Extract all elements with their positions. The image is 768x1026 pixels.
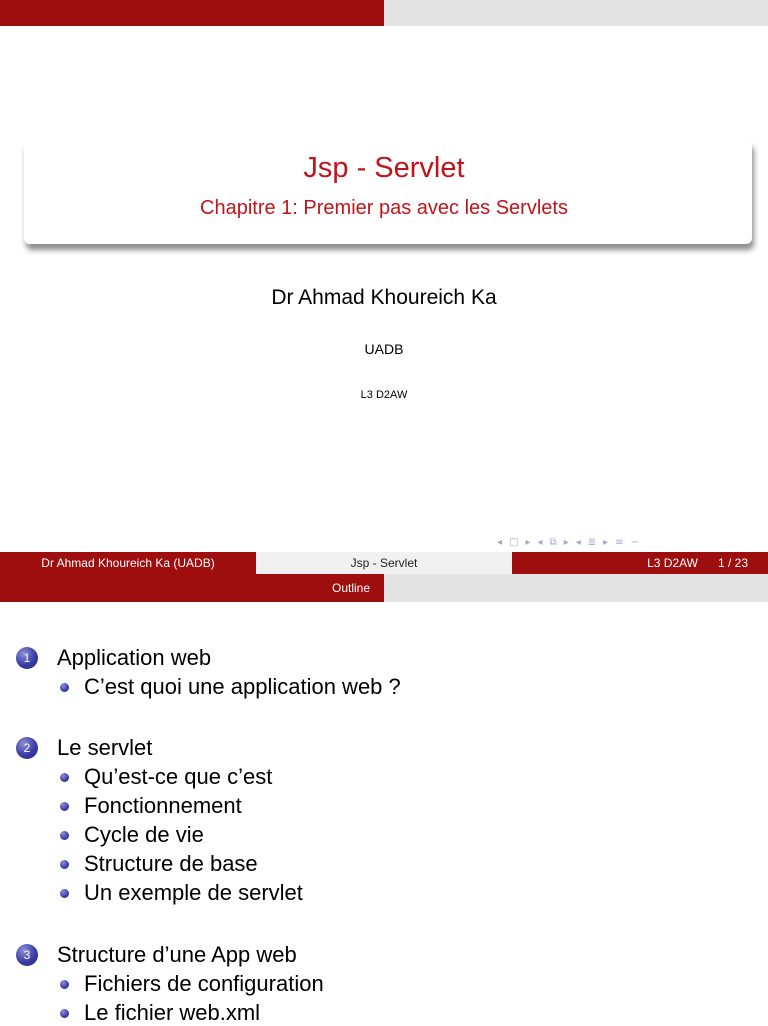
section-number-badge: 3 — [16, 944, 38, 966]
footer-title: Jsp - Servlet — [256, 552, 512, 574]
nav-prev-sec-icon[interactable]: ◂ — [575, 536, 581, 548]
section-number-badge: 1 — [16, 647, 38, 669]
outline-subsection[interactable] — [60, 822, 204, 848]
bullet-icon — [60, 889, 69, 898]
institute-name: UADB — [364, 341, 404, 357]
bullet-icon — [60, 773, 69, 782]
subsection-label: C’est quoi une application web ? — [84, 674, 401, 699]
subsection-label: Fichiers de configuration — [84, 971, 324, 996]
outline-header-label: Outline — [331, 581, 371, 595]
subsection-label: Structure de base — [84, 851, 258, 876]
subsection-label: Le fichier web.xml — [84, 1000, 261, 1025]
nav-align-icon[interactable]: ≡ — [615, 536, 624, 548]
footer-author: Dr Ahmad Khoureich Ka (UADB) — [41, 556, 215, 570]
progress-bar-empty — [384, 0, 768, 26]
outline-subsection[interactable] — [60, 851, 258, 877]
bullet-icon — [60, 860, 69, 869]
outline-subsection[interactable] — [60, 1000, 260, 1026]
progress-bar-filled — [0, 0, 384, 26]
bullet-icon — [60, 1009, 69, 1018]
navigation-symbols — [497, 534, 765, 550]
outline-subsection[interactable] — [60, 971, 324, 997]
outline-subsection[interactable] — [60, 793, 242, 819]
nav-next-sub-icon[interactable]: ▸ — [563, 536, 569, 548]
outline-section-3[interactable] — [16, 942, 297, 968]
subsection-label: Un exemple de servlet — [84, 880, 303, 905]
nav-prev-sub-icon[interactable]: ◂ — [537, 536, 543, 548]
section-label: Le servlet — [57, 735, 153, 760]
nav-search-icon[interactable]: ∽ — [630, 536, 639, 548]
footer-date: L3 D2AW — [647, 556, 698, 570]
nav-next-sec-icon[interactable]: ▸ — [603, 536, 609, 548]
slide-footer — [0, 552, 768, 574]
subsection-label: Fonctionnement — [84, 793, 242, 818]
nav-section-icon[interactable]: ≣ — [587, 536, 597, 548]
outline-subsection[interactable] — [60, 880, 303, 906]
bullet-icon — [60, 831, 69, 840]
author-name: Dr Ahmad Khoureich Ka — [271, 286, 497, 309]
bullet-icon — [60, 802, 69, 811]
bullet-icon — [60, 683, 69, 692]
outline-section-1[interactable] — [16, 645, 211, 671]
outline-subsection[interactable] — [60, 764, 272, 790]
section-label: Application web — [57, 645, 212, 670]
course-date: L3 D2AW — [360, 389, 408, 401]
outline-section-2[interactable] — [16, 735, 152, 761]
section-label: Structure d’une App web — [57, 942, 297, 967]
nav-frame-icon[interactable]: □ — [509, 536, 519, 548]
section-number-badge: 2 — [16, 737, 38, 759]
nav-subsection-icon[interactable]: ⧉ — [549, 536, 557, 548]
nav-next-icon[interactable]: ▸ — [525, 536, 531, 548]
outline-subsection[interactable] — [60, 674, 401, 700]
slide-title: Jsp - Servlet — [303, 152, 465, 184]
subsection-label: Qu’est-ce que c’est — [84, 764, 273, 789]
subsection-label: Cycle de vie — [84, 822, 204, 847]
bullet-icon — [60, 980, 69, 989]
slide-subtitle: Chapitre 1: Premier pas avec les Servlets — [200, 197, 568, 219]
nav-prev-icon[interactable]: ◂ — [497, 536, 503, 548]
footer-page-number: 1 / 23 — [717, 556, 749, 570]
